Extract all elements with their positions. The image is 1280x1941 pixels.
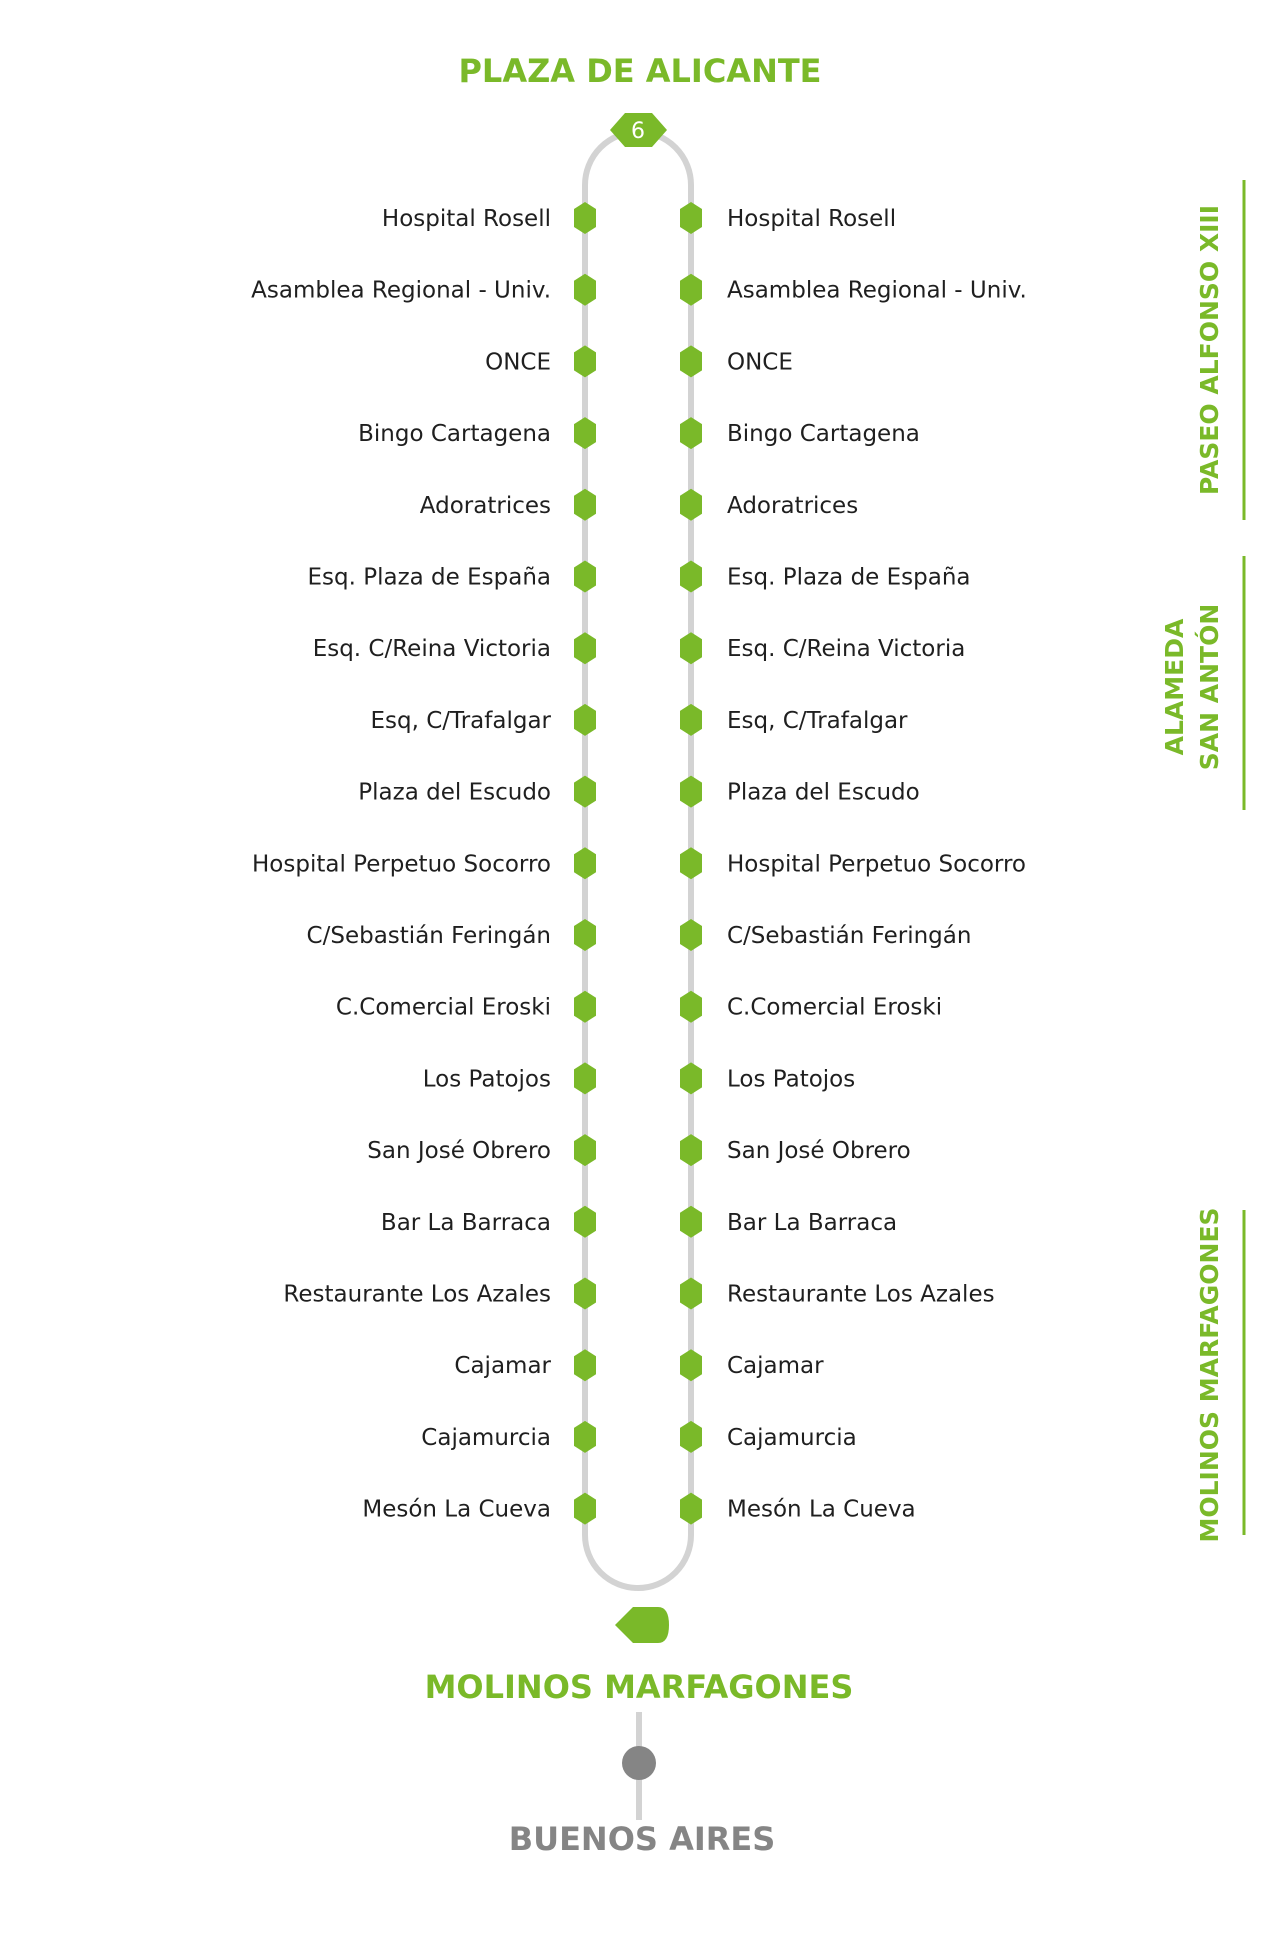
stop-marker-left [574,1278,596,1310]
stop-label-right: C.Comercial Eroski [727,994,943,1021]
stop-marker-right [680,1278,702,1310]
stop-marker-left [574,274,596,306]
stop-label-right: Cajamurcia [727,1424,857,1451]
zone-label-line-2: SAN ANTÓN [1195,603,1224,771]
stop-marker-right [680,417,702,449]
zone-label: PASEO ALFONSO XIII [1195,204,1224,496]
stop-label-left: Cajamurcia [421,1424,551,1451]
stop-label-right: Bar La Barraca [727,1209,898,1236]
stop-marker-left [574,1062,596,1094]
origin-terminal-label: PLAZA DE ALICANTE [458,52,822,90]
stop-label-right: Bingo Cartagena [727,421,920,448]
stop-marker-right [680,345,702,377]
stop-label-right: Plaza del Escudo [727,779,920,806]
stop-label-left: Esq. C/Reina Victoria [312,636,551,663]
stops-group [251,202,1027,1525]
stop-marker-left [574,991,596,1023]
stop-marker-right [680,202,702,234]
extension-stop-dot [622,1746,656,1780]
stop-label-left: Asamblea Regional - Univ. [251,277,551,304]
stop-label-right: Esq, C/Trafalgar [727,707,908,734]
stop-marker-right [680,704,702,736]
stop-label-right: Restaurante Los Azales [727,1281,995,1308]
stop-marker-left [574,417,596,449]
stop-marker-right [680,1421,702,1453]
stop-label-left: Esq. Plaza de España [307,564,551,591]
stop-label-left: Restaurante Los Azales [283,1281,551,1308]
stop-label-right: Hospital Rosell [727,206,897,232]
stop-label-left: Hospital Rosell [381,206,551,232]
zone-label-line-1: ALAMEDA [1160,618,1189,756]
stop-marker-left [574,1349,596,1381]
stop-marker-left [574,919,596,951]
stop-label-right: Esq. Plaza de España [727,564,971,591]
stop-label-right: Los Patojos [727,1066,856,1093]
stop-marker-right [680,1062,702,1094]
stop-marker-right [680,1206,702,1238]
stop-label-left: Mesón La Cueva [362,1496,551,1523]
stop-label-left: Adoratrices [419,492,551,519]
line-number-label: 6 [631,119,645,144]
stop-marker-right [680,776,702,808]
stop-label-left: Bar La Barraca [380,1209,551,1236]
stop-marker-left [574,202,596,234]
stop-marker-left [574,1206,596,1238]
stop-marker-left [574,1493,596,1525]
stop-label-right: Adoratrices [727,492,859,519]
stop-marker-left [574,489,596,521]
stop-marker-right [680,561,702,593]
destination-terminal-label: MOLINOS MARFAGONES [424,1668,854,1706]
stop-label-left: Esq, C/Trafalgar [370,707,551,734]
stop-marker-right [680,991,702,1023]
zone-molinos-marfagones [1195,1207,1244,1542]
stop-marker-right [680,1134,702,1166]
stop-label-right: Mesón La Cueva [727,1496,916,1523]
stop-label-right: Cajamar [727,1353,824,1380]
stop-marker-right [680,1493,702,1525]
zone-alameda-san-anton [1160,556,1244,810]
stop-marker-right [680,274,702,306]
stop-label-right: Esq. C/Reina Victoria [727,636,966,663]
stop-label-left: Plaza del Escudo [358,779,551,806]
stop-label-right: C/Sebastián Feringán [727,923,972,949]
stop-marker-left [574,561,596,593]
stop-label-left: ONCE [485,349,551,376]
stop-label-left: C.Comercial Eroski [335,994,551,1021]
stop-label-left: Cajamar [454,1353,551,1380]
stop-marker-right [680,847,702,879]
line-number-badge [610,113,667,147]
stop-marker-left [574,632,596,664]
stop-marker-left [574,1134,596,1166]
stop-label-left: Hospital Perpetuo Socorro [252,851,551,878]
stop-label-left: San José Obrero [367,1138,551,1165]
extension-terminal-label: BUENOS AIRES [508,1820,776,1858]
stop-marker-right [680,919,702,951]
stop-label-left: Bingo Cartagena [358,421,551,448]
stop-marker-right [680,632,702,664]
stop-label-right: Hospital Perpetuo Socorro [727,851,1026,878]
stop-marker-right [680,489,702,521]
stop-marker-left [574,704,596,736]
destination-marker [615,1607,669,1643]
stop-label-right: ONCE [727,349,793,376]
stop-marker-left [574,776,596,808]
stop-label-right: Asamblea Regional - Univ. [727,277,1027,304]
stop-label-left: Los Patojos [422,1066,551,1093]
stop-marker-left [574,1421,596,1453]
stop-label-right: San José Obrero [727,1138,911,1165]
stop-label-left: C/Sebastián Feringán [306,923,551,949]
stop-marker-left [574,345,596,377]
route-loop-line [585,132,691,1588]
zone-label: MOLINOS MARFAGONES [1195,1207,1224,1543]
stop-marker-right [680,1349,702,1381]
zone-paseo-alfonso [1195,180,1244,520]
stop-marker-left [574,847,596,879]
